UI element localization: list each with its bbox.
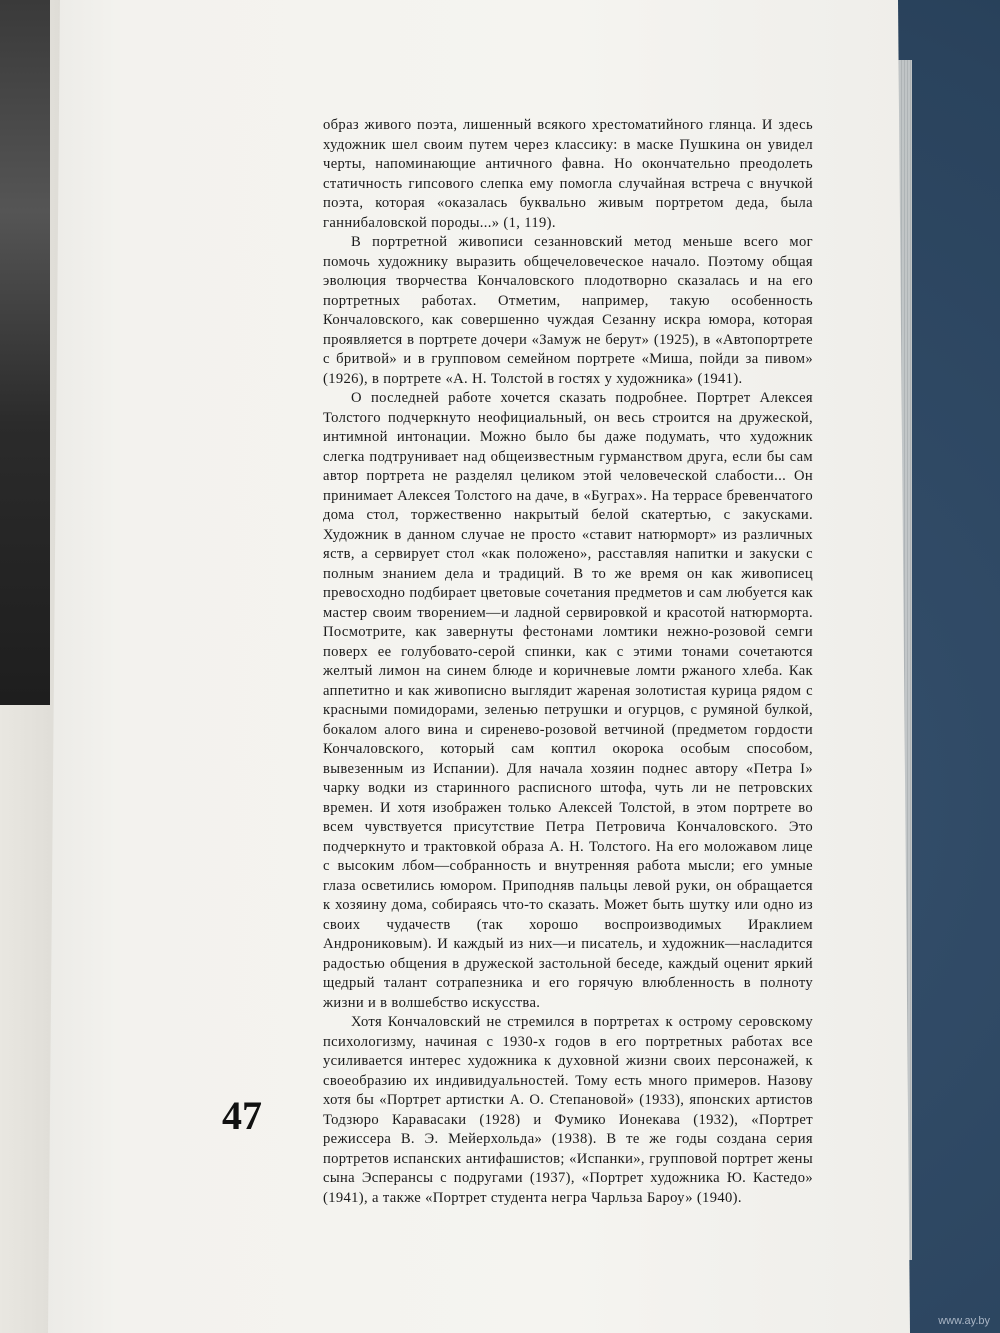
page-number: 47 [222,1093,262,1138]
watermark: www.ay.by [938,1315,990,1327]
paragraph: Хотя Кончаловский не стремился в портретах к острому серовскому психологизму, начиная с 1930-х годов в его портретных работах все усиливается интерес художника к духовной жизни своих персонажей, к своеобразию их индивидуальностей. Тому есть много примеров. Назову хотя бы «Портрет артистки А. О. Степановой» (1933), японских артистов Тодзюро Каравасаки (1928) и Фумико Ионекава (1932), «Портрет режиссера В. Э. Мейерхольда» (1938). В те же годы создана серия портретов испанских антифашистов; «Испанки», групповой портрет жены сына Эсперансы с подругами (1937), «Портрет художника Ю. Кастедо» (1941), а также «Портрет студента негра Чарльза Бароу» (1940). [323,1014,813,1206]
underlying-photo [0,0,50,705]
paragraph: образ живого поэта, лишенный всякого хрестоматийного глянца. И здесь художник шел своим путем через классику: в маске Пушкина он увидел черты, напоминающие античного фавна. Но окончательно преодолеть статичность гипсового слепка ему помогла случайная встреча с внучкой поэта, которая «оказалась буквально живым портретом деда, была ганнибаловской породы...» (1, 119). [323,117,813,231]
paragraph: О последней работе хочется сказать подробнее. Портрет Алексея Толстого подчеркнуто неофициальный, он весь строится на дружеской, интимной интонации. Можно было бы даже подумать, что художник слегка подтрунивает над общеизвестным гурманством друга, если бы сам автор портрета не разделял целиком этой человеческой слабости... Он принимает Алексея Толстого на даче, в «Буграх». На террасе бревенчатого дома стол, торжественно накрытый белой скатертью, с закусками. Художник в данном случае не просто «ставит натюрморт» из различных яств, а сервирует стол «как положено», расставляя напитки и закуски с полным знанием дела и традиций. В то же время он как живописец превосходно подбирает цветовые сочетания предметов и сам любуется как мастер своим творением—и ладной сервировкой и красотой натюрморта. Посмотрите, как завернуты фестонами ломтики нежно-розовой семги поверх ее голубовато-серой спинки, как с этими тонами сочетаются желтый лимон на синем блюде и коричневые ломти ржаного хлеба. Как аппетитно и как живописно выглядит жареная золотистая курица рядом с красными помидорами, зеленью петрушки и огурцов, с румяной булкой, бокалом алого вина и сиренево-розовой ветчиной (предметом гордости Кончаловского, который сам коптил окорока особым способом, вывезенным из Испании). Для начала хозяин поднес автору «Петра I» чарку водки из старинного расписного штофа, чуть ли не петровских времен. И хотя изображен только Алексей Толстой, в этом портрете во всем чувствуется присутствие Петра Петровича Кончаловского. Это подчеркнуто и трактовкой образа А. Н. Толстого. На его моложавом лице с высоким лбом—собранность и внутренняя работа мысли; его умные глаза осветились юмором. Приподняв пальцы левой руки, он обращается к хозяину дома, собираясь что-то сказать. Может быть шутку или одно из своих чудачеств (так хорошо воспроизводимых Ираклием Андрониковым). И каждый из них—и писатель, и художник—насладится радостью общения в дружеской застольной беседе, каждый оценит яркий щедрый талант сотрапезника и его горячую влюбленность в полноту жизни и в волшебство искусства. [323,390,814,1011]
paragraph: В портретной живописи сезанновский метод меньше всего мог помочь художнику выразить общечеловеческое начало. Поэтому общая эволюция творчества Кончаловского плодотворно сказалась и на его портретных работах. Отметим, например, такую особенность Кончаловского, как совершенно чуждая Сезанну искра юмора, которая проявляется в портрете дочери «Замуж не берут» (1925), в «Автопортрете с бритвой» и в групповом семейном портрете «Миша, пойди за пивом» (1926), в портрете «А. Н. Толстой в гостях у художника» (1941). [323,234,813,387]
body-text [323,116,813,1208]
